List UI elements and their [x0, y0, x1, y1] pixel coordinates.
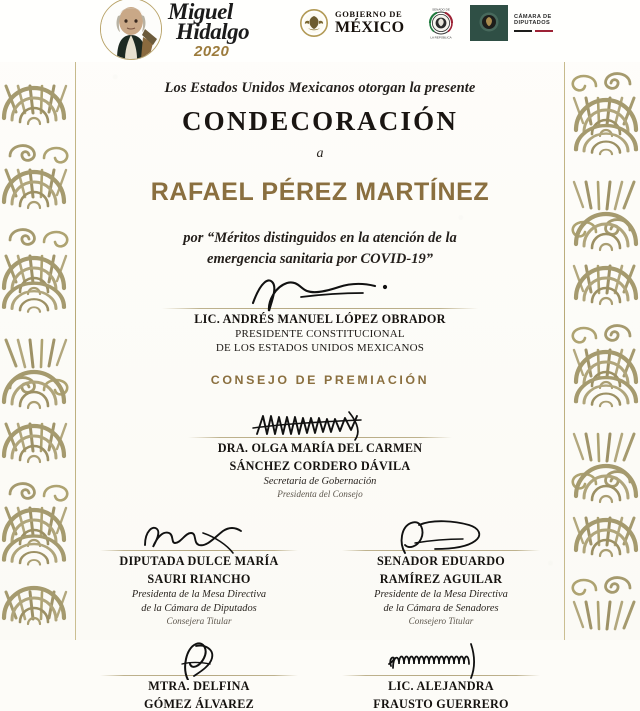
gobernacion-name-line2: SÁNCHEZ CORDERO DÁVILA	[229, 459, 411, 474]
diputada-role-line1: Presidenta de la Mesa Directiva	[131, 588, 267, 600]
logo-name-line2: Hidalgo	[176, 18, 250, 44]
mtra-name-line2: GÓMEZ ÁLVAREZ	[144, 696, 254, 711]
diputada-name-line2: SAURI RIANCHO	[147, 571, 251, 586]
left-gold-rule	[75, 0, 76, 640]
logo-name-line1: Miguel	[168, 0, 233, 24]
lic-name-line1: LIC. ALEJANDRA	[388, 679, 494, 694]
diputada-role-line2: de la Cámara de Diputados	[141, 602, 257, 614]
gobernacion-council-role: Presidenta del Consejo	[277, 488, 363, 499]
svg-text:LA REPÚBLICA: LA REPÚBLICA	[430, 35, 452, 40]
merit-line-2: emergencia sanitaria por COVID-19”	[207, 251, 433, 268]
connector-text: a	[316, 146, 324, 161]
camara-de-diputados-logo	[470, 5, 553, 41]
signature-block-cultura	[320, 641, 562, 711]
diputada-name-line1: DIPUTADA DULCE MARÍA	[119, 554, 279, 569]
president-title-line2: DE LOS ESTADOS UNIDOS MEXICANOS	[215, 342, 425, 355]
gobernacion-role: Secretaria de Gobernación	[263, 475, 377, 487]
president-title-line1: PRESIDENTE CONSTITUCIONAL	[235, 327, 405, 340]
svg-text:SENADO DE: SENADO DE	[432, 7, 450, 12]
signature-mark-cultura	[320, 641, 562, 675]
right-decorative-border	[564, 0, 640, 640]
signature-block-senadores	[320, 516, 562, 627]
senador-role-line1: Presidente de la Mesa Directiva	[374, 588, 508, 600]
president-name: LIC. ANDRÉS MANUEL LÓPEZ OBRADOR	[194, 312, 446, 327]
signature-block-president	[78, 274, 562, 355]
logo-year: 2020	[194, 42, 230, 60]
certificate-content	[78, 62, 562, 711]
preamble-text: Los Estados Unidos Mexicanos otorgan la presente	[164, 80, 476, 96]
senador-name-line1: SENADOR EDUARDO	[376, 554, 505, 569]
left-decorative-border	[0, 0, 76, 640]
diputados-line1: CÁMARA DE	[514, 13, 552, 20]
senador-role-line2: de la Cámara de Senadores	[383, 602, 499, 614]
signature-row-middle	[78, 516, 562, 627]
camara-de-diputados-icon	[470, 5, 508, 41]
signature-row-bottom	[78, 641, 562, 711]
senador-name-line2: RAMÍREZ AGUILAR	[379, 571, 503, 586]
merit-line-1: por “Méritos distinguidos en la atención de la	[183, 230, 457, 246]
signature-mark-diputados	[78, 516, 320, 550]
gobierno-de-mexico-logo	[300, 9, 404, 37]
miguel-hidalgo-portrait-icon	[100, 0, 162, 60]
gobierno-line2: MÉXICO	[335, 18, 405, 36]
signature-block-diputados	[78, 516, 320, 627]
lic-name-line2: FRAUSTO GUERRERO	[373, 696, 509, 711]
signature-mark-president	[78, 274, 562, 308]
signature-mark-senadores	[320, 516, 562, 550]
gobierno-line1: GOBIERNO DE	[335, 9, 403, 20]
recipient-name: RAFAEL PÉREZ MARTÍNEZ	[150, 178, 490, 206]
signature-mark-educacion	[78, 641, 320, 675]
header-logo-band	[76, 0, 564, 62]
diputada-council-role: Consejera Titular	[166, 615, 232, 626]
council-heading: CONSEJO DE PREMIACIÓN	[210, 373, 430, 388]
mexican-eagle-seal-icon	[300, 9, 328, 37]
gobernacion-name-line1: DRA. OLGA MARÍA DEL CARMEN	[217, 441, 423, 456]
signature-mark-gobernacion	[78, 403, 562, 437]
diputados-flag-bars	[514, 30, 553, 33]
signature-block-gobernacion	[78, 403, 562, 500]
signature-block-educacion	[78, 641, 320, 711]
senado-de-la-republica-seal-icon	[425, 6, 457, 40]
right-gold-rule	[564, 0, 565, 640]
senador-council-role: Consejero Titular	[408, 615, 474, 626]
award-title: CONDECORACIÓN	[181, 106, 459, 136]
miguel-hidalgo-logo	[100, 0, 249, 60]
diputados-line2: DIPUTADOS	[514, 20, 551, 27]
mtra-name-line1: MTRA. DELFINA	[148, 679, 250, 694]
